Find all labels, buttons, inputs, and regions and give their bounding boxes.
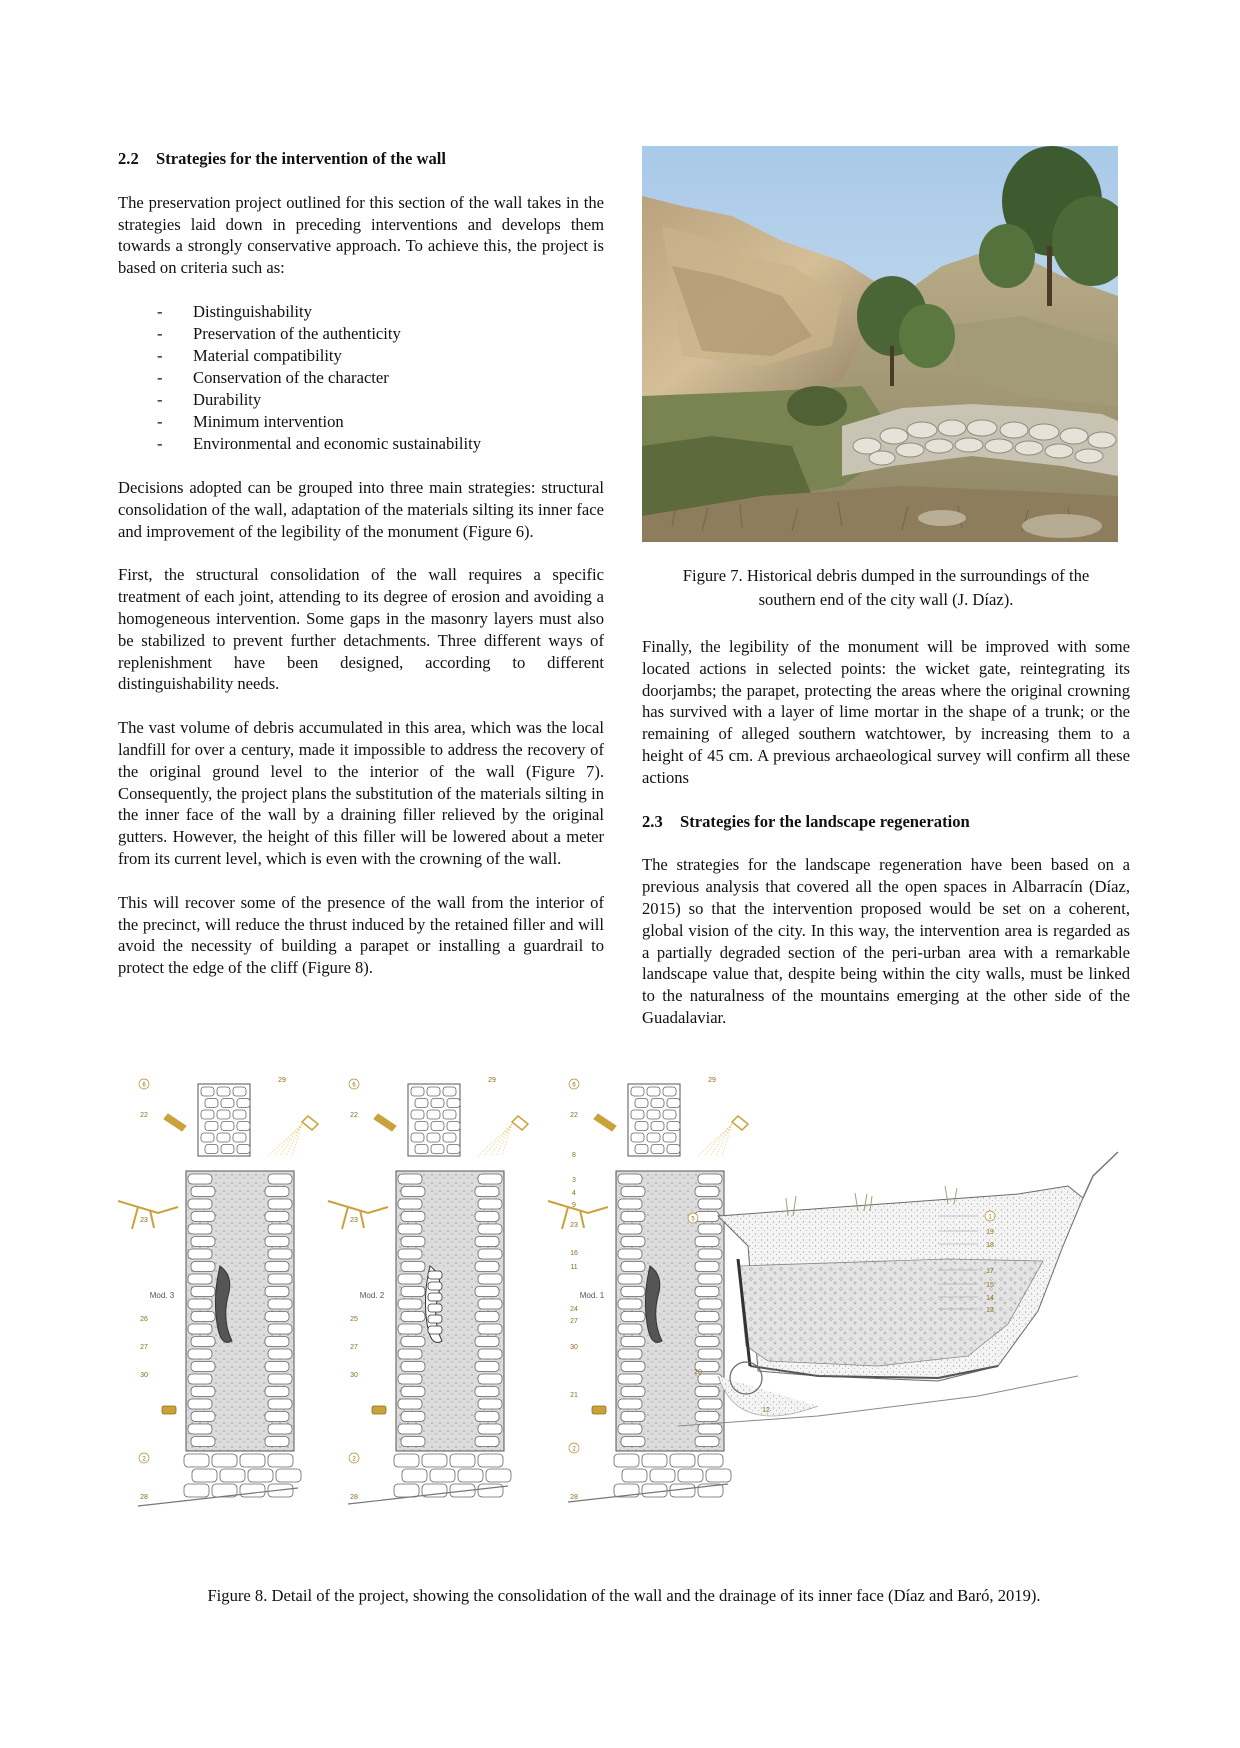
callout-label: 5 <box>691 1216 695 1223</box>
callout-label: 30 <box>350 1372 358 1379</box>
callout-label: 27 <box>350 1344 358 1351</box>
paragraph: Decisions adopted can be grouped into three main strategies: structural consolidation of the wall, adaptation of the materials silting its inner face and improvement of the legibility of the monument (Figure 6). <box>118 477 604 541</box>
callout-label: 2 <box>142 1456 146 1463</box>
list-item: - Minimum intervention <box>157 411 344 431</box>
callout-label: 6 <box>352 1082 356 1089</box>
callout-label: 29 <box>278 1077 286 1084</box>
callout-label: 23 <box>140 1217 148 1224</box>
right-column <box>642 636 1130 1029</box>
figure-7-caption: Figure 7. Historical debris dumped in the surroundings of the southern end of the city wall (J. Díaz). <box>682 566 1090 609</box>
callout-label: 13 <box>986 1307 994 1314</box>
callout-label: 2 <box>572 1446 576 1453</box>
callout-label: 28 <box>350 1494 358 1501</box>
callout-label: 20 <box>694 1369 702 1376</box>
callout-label: 22 <box>570 1112 578 1119</box>
paragraph: First, the structural consolidation of the wall requires a specific treatment of each joint, attending to its degree of erosion and avoiding a homogeneous intervention. Some gaps in the masonry layers must also be stabilized to prevent further detachments. Three different ways of replenishment have been designed, according to different distinguishability needs. <box>118 565 604 694</box>
figure-8-drawing <box>118 1076 1130 1576</box>
callout-label: 6 <box>142 1082 146 1089</box>
section-number: 2.3 <box>642 811 663 831</box>
criteria-list <box>118 301 604 455</box>
figure-8-caption: Figure 8. Detail of the project, showing the consolidation of the wall and the drainage of its inner face (Díaz and Baró, 2019). <box>207 1586 1041 1605</box>
callout-label: 14 <box>986 1295 994 1302</box>
callout-label: 18 <box>986 1242 994 1249</box>
callout-label: 30 <box>570 1344 578 1351</box>
callout-label: 29 <box>708 1077 716 1084</box>
callout-label: 22 <box>350 1112 358 1119</box>
list-item: - Material compatibility <box>157 345 342 365</box>
paragraph: The vast volume of debris accumulated in this area, which was the local landfill for over a century, made it impossible to address the recovery of the original ground level to the interior of the wall (Figure 7). Consequently, the project plans the substitution of the materials silting in the inner face of the wall by a draining filler relieved by the original gutters. However, the height of this filler will be lowered about a meter from its current level, which is even with the crowning of the wall. <box>118 718 604 868</box>
section-2-3-heading <box>642 811 1130 833</box>
list-item: - Conservation of the character <box>157 367 389 387</box>
callout-label: 25 <box>350 1316 358 1323</box>
callout-label: 30 <box>140 1372 148 1379</box>
list-item: - Distinguishability <box>157 301 312 321</box>
callout-label: 11 <box>570 1264 578 1271</box>
callout-label: 23 <box>350 1217 358 1224</box>
section-title: Strategies for the intervention of the wall <box>156 149 447 168</box>
callout-label: 17 <box>986 1268 994 1275</box>
module-label: Mod. 3 <box>149 1291 175 1300</box>
wall-section-module <box>118 1077 318 1506</box>
section-number: 2.2 <box>118 149 139 168</box>
left-column <box>118 148 604 979</box>
module-label: Mod. 2 <box>359 1291 385 1300</box>
callout-label: 16 <box>570 1250 578 1257</box>
paragraph: This will recover some of the presence of the wall from the interior of the precinct, will reduce the thrust induced by the retained filler and will avoid the necessity of building a parapet or installing a guardrail to protect the edge of the cliff (Figure 8). <box>118 892 604 978</box>
list-item: - Preservation of the authenticity <box>157 323 401 343</box>
callout-label: 27 <box>140 1344 148 1351</box>
paragraph-final: Finally, the legibility of the monument will be improved with some located actions in selected points: the wicket gate, reintegrating its doorjambs; the parapet, protecting the areas where the original crowning has survived with a layer of lime mortar in the shape of a trunk; or the remaining of alleged southern watchtower, by increasing them to a height of 45 cm. A previous archaeological survey will confirm all these actions <box>642 637 1130 787</box>
paragraph: The strategies for the landscape regeneration have been based on a previous analysis that covered all the open spaces in Albarracín (Díaz, 2015) so that the intervention proposed would be set on a coherent, global vision of the city. In this way, the intervention area is regarded as a partially degraded section of the peri-urban area with a remarkable landscape value that, despite being within the city walls, must be linked to the naturalness of the mountains emerging at the other side of the Guadalaviar. <box>642 855 1130 1027</box>
callout-label: 27 <box>570 1318 578 1325</box>
callout-label: 29 <box>488 1077 496 1084</box>
section-2-2-heading <box>118 148 604 170</box>
callout-label: 12 <box>762 1407 770 1414</box>
wall-section-module <box>548 1077 748 1502</box>
callout-label: 22 <box>140 1112 148 1119</box>
list-item: - Durability <box>157 389 262 409</box>
module-label: Mod. 1 <box>579 1291 605 1300</box>
callout-label: 9 <box>572 1202 576 1209</box>
callout-label: 15 <box>986 1282 994 1289</box>
callout-label: 28 <box>570 1494 578 1501</box>
callout-label: 23 <box>570 1222 578 1229</box>
callout-label: 6 <box>572 1082 576 1089</box>
callout-label: 1 <box>988 1214 992 1221</box>
callout-label: 21 <box>570 1392 578 1399</box>
callout-label: 19 <box>986 1229 994 1236</box>
callout-label: 3 <box>572 1177 576 1184</box>
wall-section-module <box>328 1077 528 1504</box>
callout-label: 2 <box>352 1456 356 1463</box>
callout-label: 28 <box>140 1494 148 1501</box>
paragraph-intro: The preservation project outlined for this section of the wall takes in the strategies laid down in preceding interventions and develops them towards a strongly conservative approach. To achieve this, the project is based on criteria such as: <box>118 192 604 278</box>
callout-label: 26 <box>140 1316 148 1323</box>
callout-label: 8 <box>572 1152 576 1159</box>
section-title: Strategies for the landscape regeneration <box>680 811 970 831</box>
list-item: - Environmental and economic sustainability <box>157 433 482 453</box>
callout-label: 24 <box>570 1306 578 1313</box>
figure-7-photo <box>642 146 1118 542</box>
callout-label: 4 <box>572 1190 576 1197</box>
